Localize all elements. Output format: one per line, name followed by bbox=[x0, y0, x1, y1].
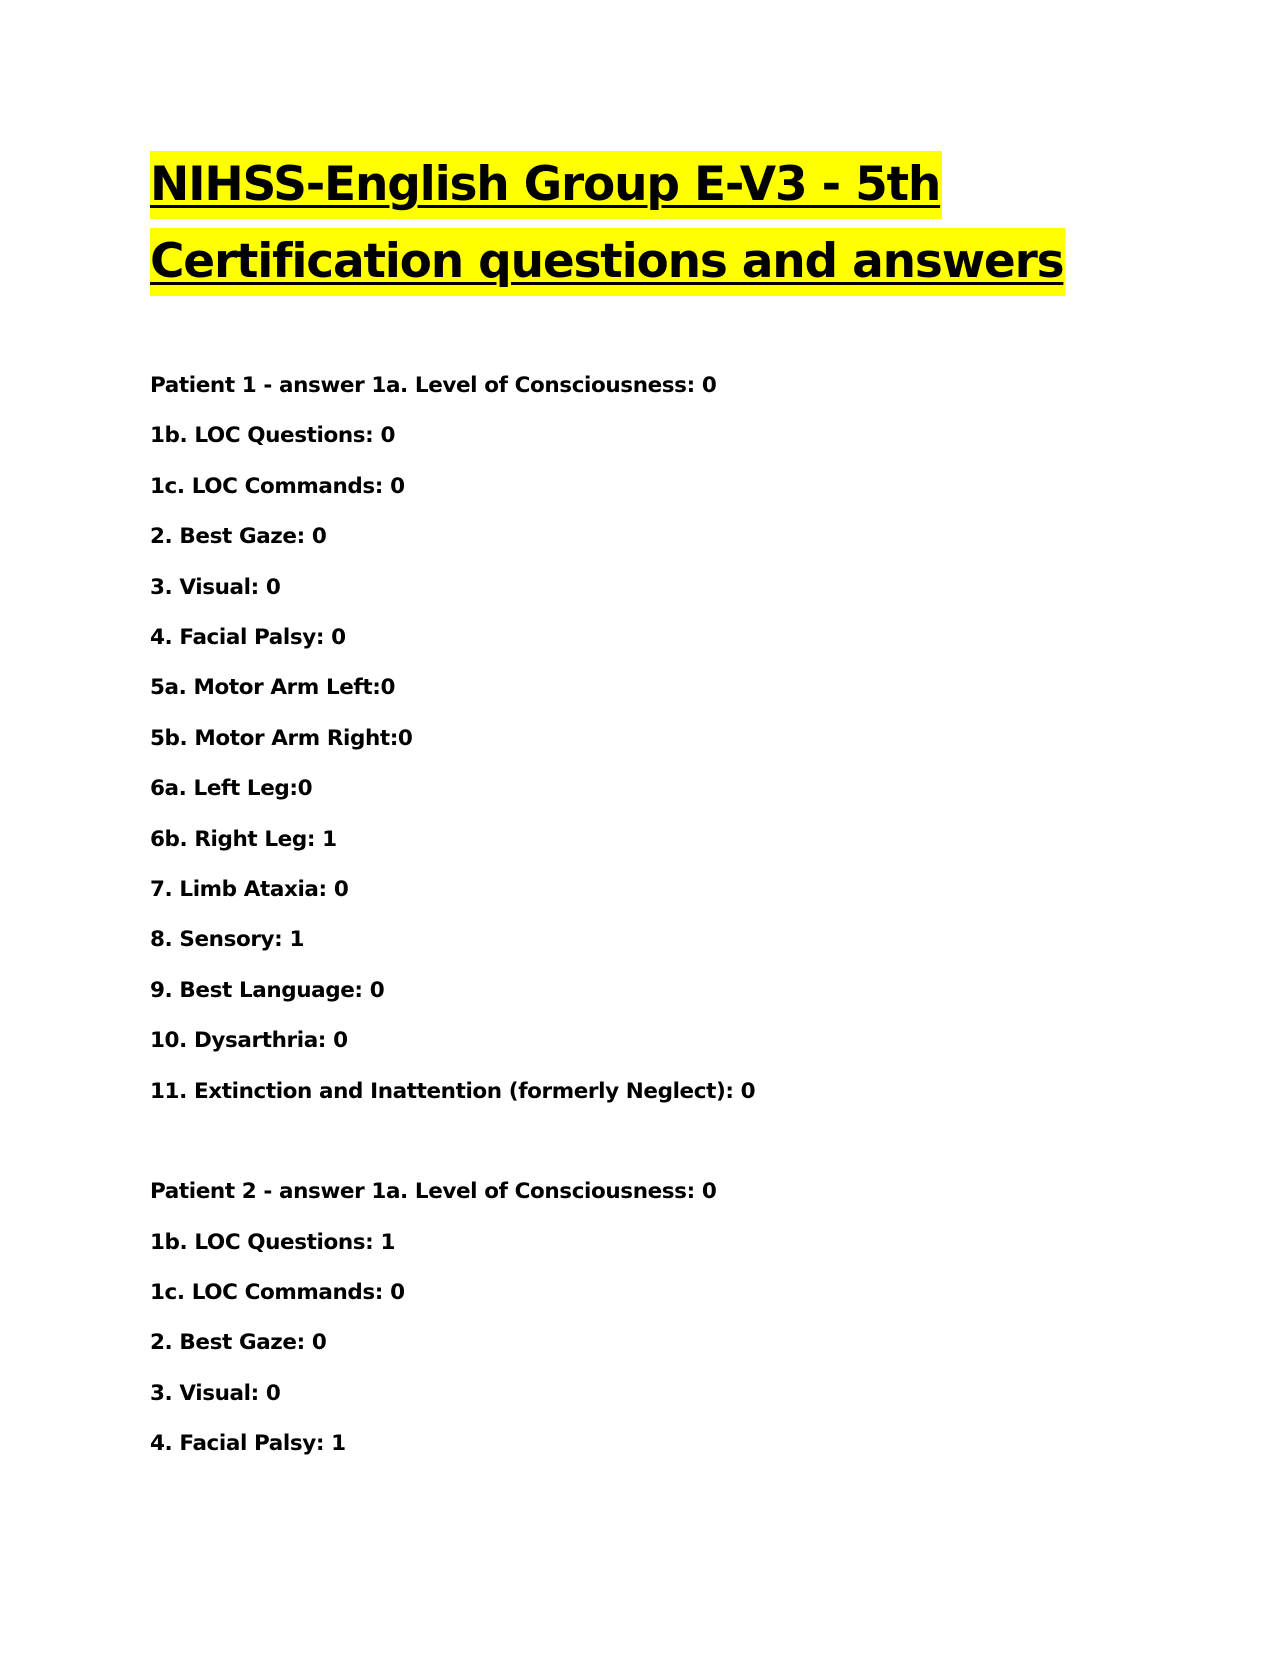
answer-line: 1b. LOC Questions: 1 bbox=[150, 1229, 396, 1255]
answer-line: 2. Best Gaze: 0 bbox=[150, 524, 327, 550]
answer-line: 3. Visual: 0 bbox=[150, 1380, 281, 1406]
answer-line: Patient 2 - answer 1a. Level of Consciousness: 0 bbox=[150, 1179, 717, 1205]
answer-line: 1c. LOC Commands: 0 bbox=[150, 473, 405, 499]
answer-line: 4. Facial Palsy: 0 bbox=[150, 625, 346, 651]
answer-line: 9. Best Language: 0 bbox=[150, 977, 385, 1003]
answer-line: 8. Sensory: 1 bbox=[150, 927, 305, 953]
answer-line: Patient 1 - answer 1a. Level of Consciousness: 0 bbox=[150, 373, 717, 398]
document-title bbox=[150, 148, 1130, 302]
answer-line: 3. Visual: 0 bbox=[150, 574, 281, 600]
answer-line: 6a. Left Leg:0 bbox=[150, 776, 313, 802]
title-line: NIHSS-English Group E-V3 - 5th bbox=[150, 151, 942, 219]
answer-line: 1c. LOC Commands: 0 bbox=[150, 1279, 405, 1305]
answer-line: 10. Dysarthria: 0 bbox=[150, 1028, 348, 1054]
patient-1-answers bbox=[150, 361, 1130, 1117]
answer-line: 7. Limb Ataxia: 0 bbox=[150, 877, 349, 903]
patient-2-answers bbox=[150, 1167, 1130, 1469]
answer-line: 6b. Right Leg: 1 bbox=[150, 826, 337, 852]
document-page bbox=[150, 148, 1130, 1470]
answer-line: 2. Best Gaze: 0 bbox=[150, 1330, 327, 1356]
answer-line: 4. Facial Palsy: 1 bbox=[150, 1431, 346, 1457]
answer-line: 5b. Motor Arm Right:0 bbox=[150, 725, 413, 751]
answer-line: 11. Extinction and Inattention (formerly Neglect): 0 bbox=[150, 1078, 756, 1104]
answer-line: 1b. LOC Questions: 0 bbox=[150, 423, 396, 449]
answer-line: 5a. Motor Arm Left:0 bbox=[150, 675, 396, 701]
title-line: Certification questions and answers bbox=[150, 228, 1065, 296]
